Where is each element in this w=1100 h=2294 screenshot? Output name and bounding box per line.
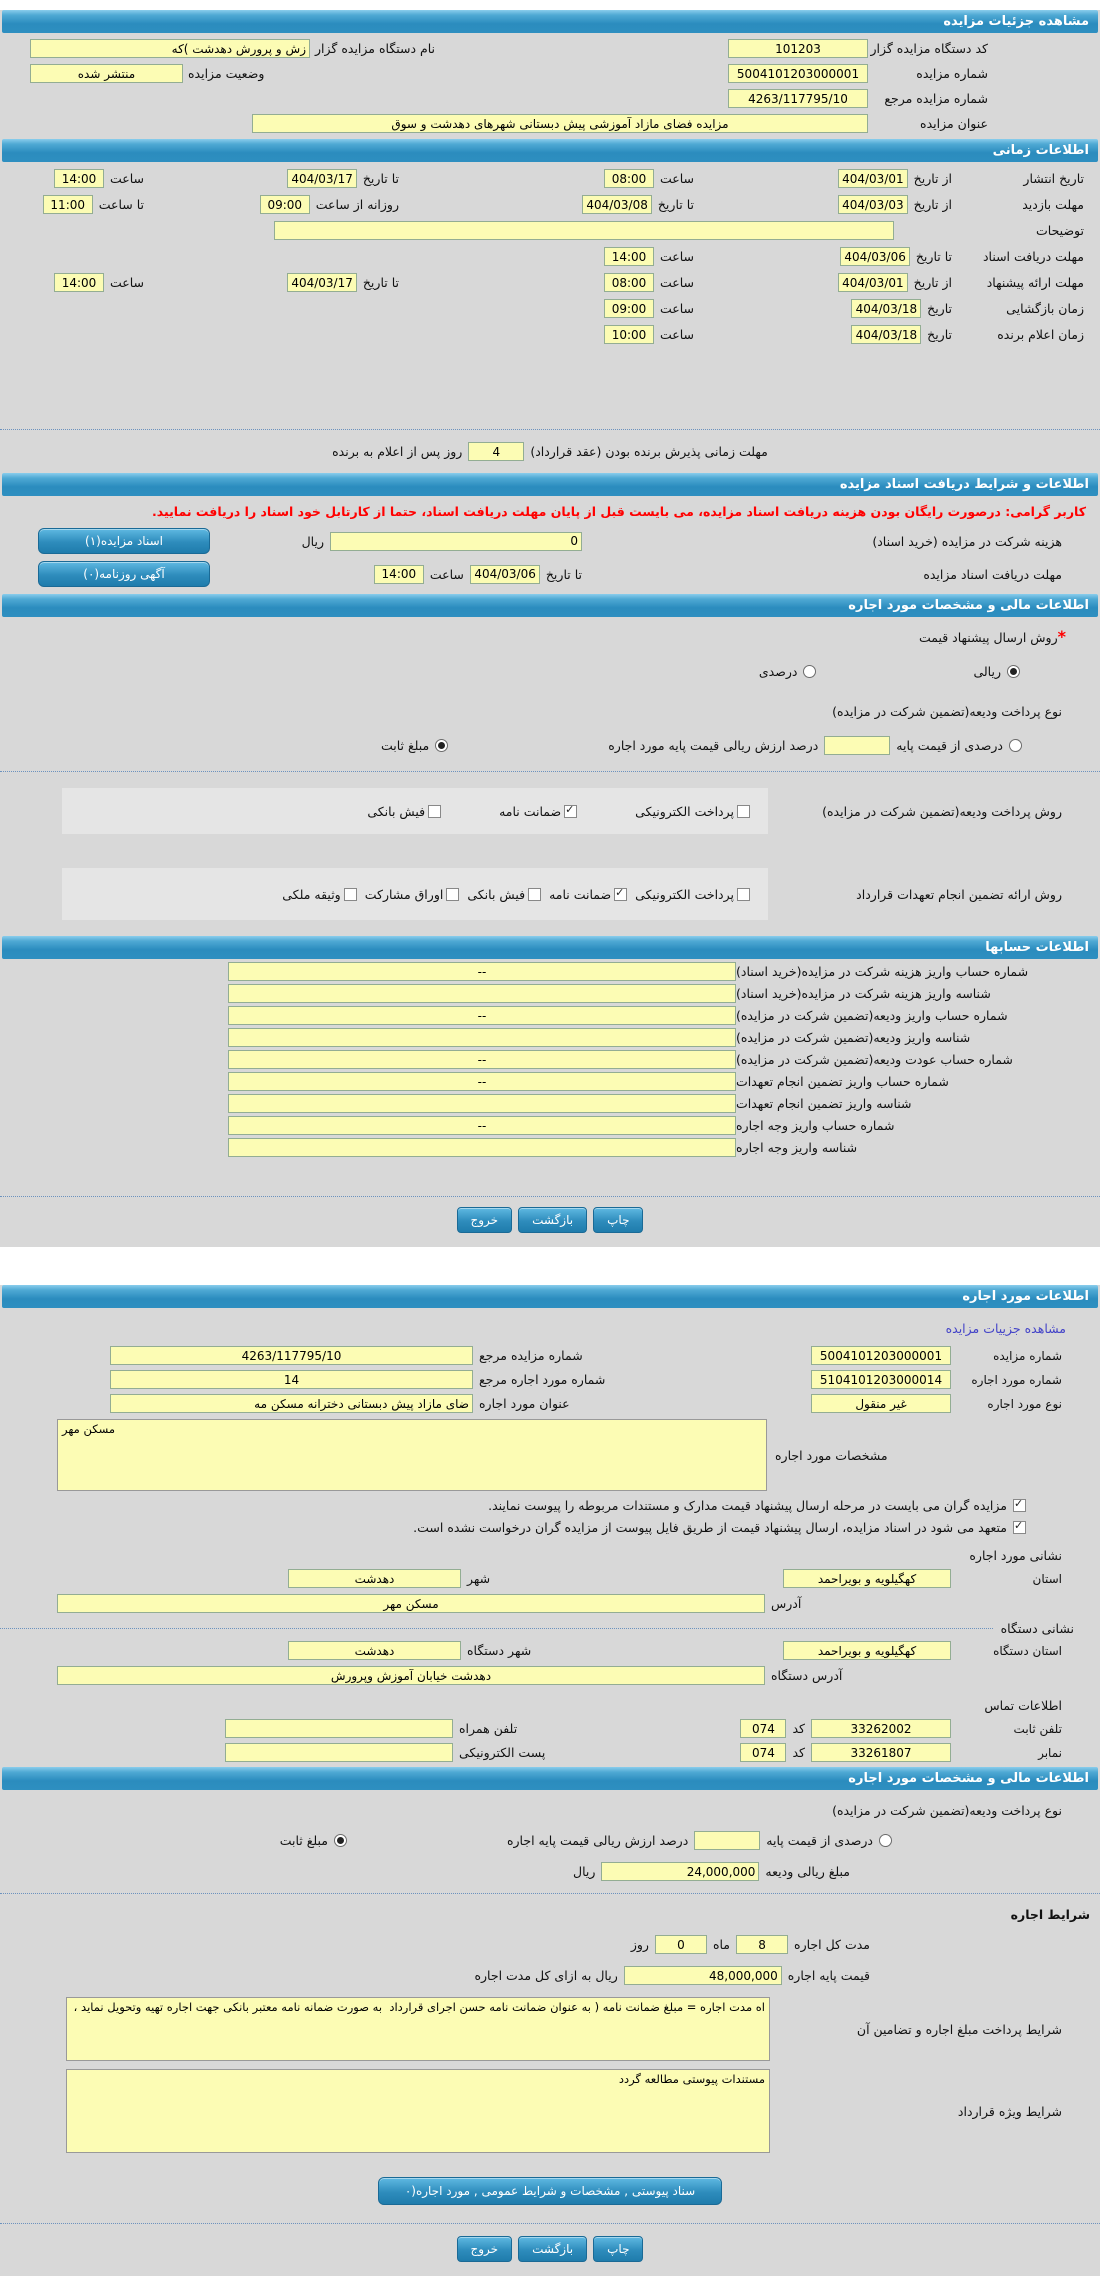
duration-months-field[interactable] xyxy=(736,1935,788,1954)
fee-label: هزینه شرکت در مزایده (خرید اسناد) xyxy=(872,533,1062,549)
row-bidder-code xyxy=(0,39,1100,58)
rental-item-title-label: عنوان مورد اجاره xyxy=(479,1396,570,1411)
to-date-word: تا تاریخ xyxy=(362,171,399,186)
duration-label: مدت کل اجاره xyxy=(794,1937,870,1952)
print-button[interactable]: چاپ xyxy=(593,1207,643,1233)
city-label: شهر xyxy=(467,1571,491,1586)
contact-title: اطلاعات تماس xyxy=(984,1698,1062,1713)
epay-checkbox[interactable] xyxy=(737,805,750,818)
code-word: کد xyxy=(792,1721,805,1736)
offer-to-field[interactable] xyxy=(287,273,357,292)
rental-type-label: نوع مورد اجاره xyxy=(987,1396,1062,1411)
price-method-label: روش ارسال پیشنهاد قیمت xyxy=(918,630,1058,645)
bank-slip-label: فیش بانکی xyxy=(367,803,426,819)
org-city-label: شهر دستگاه xyxy=(467,1643,532,1658)
actions-row xyxy=(0,1197,1100,1245)
participation-bonds-checkbox[interactable] xyxy=(446,888,459,901)
date-word: تاریخ xyxy=(927,327,952,342)
rial-radio[interactable] xyxy=(1007,665,1020,678)
row-rental-type xyxy=(0,1394,1100,1413)
accept-deadline-suffix: روز پس از اعلام به برنده xyxy=(332,444,463,459)
guarantee-letter-checkbox[interactable] xyxy=(614,888,627,901)
rental-item-ref-label: شماره مورد اجاره مرجع xyxy=(479,1372,606,1387)
code-word: کد xyxy=(792,1745,805,1760)
percent-base2-field[interactable] xyxy=(694,1831,760,1850)
status-label: وضعیت مزایده xyxy=(188,66,265,81)
no-file-offer-text: متعهد می شود در اسناد مزایده، ارسال پیشنهاد قیمت از طریق فایل پیوست از مزایده گران درخواست نشده است. xyxy=(413,1520,1007,1535)
fax-field[interactable] xyxy=(811,1743,951,1762)
account-label: شماره حساب واریز تضمین انجام تعهدات xyxy=(736,1074,949,1089)
row-deposit-amount xyxy=(0,1862,1100,1881)
opening-date-field[interactable] xyxy=(851,299,921,318)
row-rental-duration xyxy=(0,1935,1100,1954)
time-word: ساعت xyxy=(429,566,464,582)
winner-date-field[interactable] xyxy=(851,325,921,344)
docs-deadline-label: مهلت دریافت اسناد xyxy=(982,249,1084,264)
account-label: شماره حساب واریز وجه اجاره xyxy=(736,1118,895,1133)
account-field[interactable] xyxy=(228,1028,736,1047)
publish-from-field[interactable] xyxy=(838,169,908,188)
fixed-amount-radio[interactable] xyxy=(435,739,448,752)
row-docs-deadline xyxy=(0,247,1100,266)
percent-base2-label: درصدی از قیمت پایه xyxy=(766,1833,873,1848)
rial-option-label: ریالی xyxy=(973,664,1001,679)
guarantee-letter-checkbox[interactable] xyxy=(564,805,577,818)
account-label: شماره حساب واریز هزینه شرکت در مزایده(خرید اسناد) xyxy=(736,964,1029,979)
deposit-type-options xyxy=(0,736,1100,755)
auction-title-field[interactable] xyxy=(252,114,868,133)
percent-base2-suffix: درصد ارزش ریالی قیمت پایه اجاره xyxy=(506,1833,689,1848)
bidder-code-label: کد دستگاه مزایده گزار xyxy=(870,41,988,56)
percent-base-suffix: درصد ارزش ریالی قیمت پایه مورد اجاره xyxy=(608,738,819,753)
account-row xyxy=(0,962,1100,981)
auction-no-field[interactable] xyxy=(728,64,868,83)
bank-slip-checkbox[interactable] xyxy=(428,805,441,818)
top-gap xyxy=(0,0,1100,8)
mobile-field[interactable] xyxy=(225,1719,453,1738)
deposit-type2-label-row xyxy=(0,1800,1100,1819)
epay-checkbox[interactable] xyxy=(737,888,750,901)
dotted-separator xyxy=(0,2223,1100,2224)
opening-time-field[interactable] xyxy=(604,299,654,318)
phone-code-field[interactable] xyxy=(740,1719,786,1738)
spacer xyxy=(0,1160,1100,1196)
time-word: ساعت xyxy=(659,301,694,316)
exit-button[interactable]: خروج xyxy=(457,1207,513,1233)
print-button[interactable]: چاپ xyxy=(593,2236,643,2262)
row-offer-period xyxy=(0,273,1100,292)
section-header-timing: اطلاعات زمانی xyxy=(2,139,1098,162)
ref-no-label: شماره مزایده مرجع xyxy=(884,91,988,106)
docs-deadline-time-field[interactable] xyxy=(374,565,424,584)
rental-address-label: آدرس xyxy=(771,1596,802,1611)
fax-code-field[interactable] xyxy=(740,1743,786,1762)
rental-address-title: نشانی مورد اجاره xyxy=(969,1548,1062,1563)
row-rental-specs xyxy=(0,1419,1100,1491)
account-row xyxy=(0,1006,1100,1025)
visit-to-field[interactable] xyxy=(582,195,652,214)
back-button[interactable]: بازگشت xyxy=(518,1207,587,1233)
rental-auction-no-label: شماره مزایده xyxy=(993,1348,1062,1363)
panel-gap xyxy=(0,1247,1100,1283)
docs-deadline-date-field[interactable] xyxy=(470,565,540,584)
org-province-label: استان دستگاه xyxy=(993,1643,1062,1658)
terms-title-row xyxy=(0,1904,1100,1923)
rental-auction-no-field[interactable] xyxy=(811,1346,951,1365)
deposit-pay-method-label: روش پرداخت ودیعه(تضمین شرکت در مزایده) xyxy=(822,803,1062,819)
guarantee-letter-label: ضمانت نامه xyxy=(549,886,612,902)
to-date-word: تا تاریخ xyxy=(545,566,582,582)
rental-ref-label: شماره مزایده مرجع xyxy=(479,1348,583,1363)
row-docs-deadline-2 xyxy=(0,561,1100,587)
attachments-specs-button[interactable]: سناد پیوستی , مشخصات و شرایط عمومی , مورد اجاره(۰ xyxy=(378,2177,722,2205)
docs-to-time-field[interactable] xyxy=(604,247,654,266)
docs-deadline2-label: مهلت دریافت اسناد مزایده xyxy=(923,566,1062,582)
account-row xyxy=(0,1028,1100,1047)
visit-label: مهلت بازدید xyxy=(1022,197,1084,212)
row-org-address xyxy=(0,1666,1100,1685)
account-field[interactable] xyxy=(228,1116,736,1135)
ref-no-field[interactable] xyxy=(728,89,868,108)
account-field[interactable] xyxy=(228,1094,736,1113)
percent-base-label: درصدی از قیمت پایه xyxy=(896,738,1003,753)
row-rental-item-no xyxy=(0,1370,1100,1389)
rental-item-no-label: شماره مورد اجاره xyxy=(971,1372,1062,1387)
deposit-type-label-row xyxy=(0,701,1100,720)
org-address-label: آدرس دستگاه xyxy=(771,1668,843,1683)
row-winner-announce xyxy=(0,325,1100,344)
winner-time-field[interactable] xyxy=(604,325,654,344)
property-collateral-checkbox[interactable] xyxy=(344,888,357,901)
offer-from-field[interactable] xyxy=(838,273,908,292)
bank-slip-label: فیش بانکی xyxy=(467,886,526,902)
row-attach-docs-check xyxy=(0,1498,1100,1513)
time-word: ساعت xyxy=(659,275,694,290)
account-row xyxy=(0,1138,1100,1157)
account-field[interactable] xyxy=(228,1050,736,1069)
row-payment-terms xyxy=(0,1997,1100,2061)
dotted-separator xyxy=(0,1628,993,1629)
section-header-financial-2: اطلاعات مالی و مشخصات مورد اجاره xyxy=(2,1767,1098,1790)
row-auction-no xyxy=(0,64,1100,83)
deposit-type2-label: نوع پرداخت ودیعه(تضمین شرکت در مزایده) xyxy=(832,1803,1062,1818)
attachments-row xyxy=(0,2161,1100,2217)
publish-label: تاریخ انتشار xyxy=(1023,171,1084,186)
org-name-field[interactable] xyxy=(30,39,310,58)
back-button[interactable]: بازگشت xyxy=(518,2236,587,2262)
deposit-type-label: نوع پرداخت ودیعه(تضمین شرکت در مزایده) xyxy=(832,704,1062,719)
time-word: ساعت xyxy=(659,327,694,342)
docs-to-field[interactable] xyxy=(840,247,910,266)
row-visit-period xyxy=(0,195,1100,214)
auction-no-label: شماره مزایده xyxy=(916,66,988,81)
visit-from-field[interactable] xyxy=(838,195,908,214)
row-no-file-offer-check xyxy=(0,1520,1100,1535)
base-price-label: قیمت پایه اجاره xyxy=(787,1968,870,1983)
terms-title: شرایط اجاره xyxy=(1010,1907,1090,1922)
rental-address-field[interactable] xyxy=(57,1594,765,1613)
duration-days-field[interactable] xyxy=(655,1935,707,1954)
auction-title-label: عنوان مزایده xyxy=(920,116,988,131)
no-file-offer-checkbox[interactable] xyxy=(1013,1521,1026,1534)
time-word: ساعت xyxy=(659,171,694,186)
city-field[interactable] xyxy=(288,1569,461,1588)
special-terms-label: شرایط ویژه قرارداد xyxy=(957,2103,1062,2119)
participation-bonds-label: اوراق مشارکت xyxy=(364,886,444,902)
percent-base-field[interactable] xyxy=(824,736,890,755)
contract-guarantee-panel xyxy=(62,868,768,920)
rial-word: ریال xyxy=(301,533,324,549)
publish-to-time-field[interactable] xyxy=(54,169,104,188)
attach-docs-text: مزایده گران می بایست در مرحله ارسال پیشنهاد قیمت مدارک و مستندات مربوطه را پیوست نمایند. xyxy=(488,1498,1007,1513)
rental-item-title-field[interactable] xyxy=(110,1394,473,1413)
section-header-accounts: اطلاعات حسابها xyxy=(2,936,1098,959)
account-label: شماره حساب واریز ودیعه(تضمین شرکت در مزایده) xyxy=(736,1008,1008,1023)
day-word: روز xyxy=(630,1937,649,1952)
property-collateral-label: وثیقه ملکی xyxy=(282,886,341,902)
row-publish-date xyxy=(0,169,1100,188)
notes-field[interactable] xyxy=(274,221,894,240)
winner-label: زمان اعلام برنده xyxy=(997,327,1084,342)
section-header-rental-item: اطلاعات مورد اجاره xyxy=(2,1285,1098,1308)
deposit-pay-method-panel xyxy=(62,788,768,834)
status-field[interactable] xyxy=(30,64,183,83)
section-header-docs-conditions: اطلاعات و شرایط دریافت اسناد مزایده xyxy=(2,473,1098,496)
actions-row-bottom xyxy=(0,2226,1100,2274)
auction-docs-button[interactable]: اسناد مزایده(۱) xyxy=(38,528,210,554)
row-participation-fee xyxy=(0,528,1100,554)
row-rental-auction-no xyxy=(0,1346,1100,1365)
base-price-suffix: ریال به ازای کل مدت اجاره xyxy=(474,1968,618,1983)
rental-type-field[interactable] xyxy=(811,1394,951,1413)
docs-warning-text: کاربر گرامی: درصورت رایگان بودن هزینه دریافت اسناد مزایده، می بایست قبل از پایان مهلت دریافت اسناد، حتما از کارتابل خود اسناد را دریافت نمایید. xyxy=(152,504,1086,519)
rental-specs-field[interactable] xyxy=(57,1419,767,1491)
org-city-field[interactable] xyxy=(288,1641,461,1660)
payment-terms-field[interactable] xyxy=(66,1997,770,2061)
org-address-title: نشانی دستگاه xyxy=(1000,1621,1074,1636)
epay-label: پرداخت الکترونیکی xyxy=(635,886,734,902)
account-row xyxy=(0,1116,1100,1135)
base-price-field[interactable] xyxy=(624,1966,782,1985)
footer-gap xyxy=(0,2276,1100,2294)
price-method-options xyxy=(0,664,1100,679)
email-field[interactable] xyxy=(225,1743,453,1762)
dotted-separator xyxy=(0,1893,1100,1894)
rental-item-ref-field[interactable] xyxy=(110,1370,473,1389)
org-address-title-row xyxy=(0,1621,1100,1636)
time-word: ساعت xyxy=(659,249,694,264)
from-date-word: از تاریخ xyxy=(913,275,952,290)
row-org-province-city xyxy=(0,1641,1100,1660)
percent-option-label: درصدی xyxy=(758,664,798,679)
accept-deadline-label: مهلت زمانی پذیرش برنده بودن (عقد قرارداد) xyxy=(530,444,768,459)
row-deposit-pay-method xyxy=(0,788,1100,834)
view-details-link-row xyxy=(0,1310,1100,1341)
to-date-word: تا تاریخ xyxy=(362,275,399,290)
account-label: شناسه واریز وجه اجاره xyxy=(736,1140,858,1155)
row-special-terms xyxy=(0,2069,1100,2153)
account-row xyxy=(0,1050,1100,1069)
publish-from-time-field[interactable] xyxy=(604,169,654,188)
price-method-label-row xyxy=(0,627,1100,646)
fixed-amount2-label: مبلغ ثابت xyxy=(279,1833,328,1848)
month-word: ماه xyxy=(712,1937,731,1952)
newspaper-ad-button[interactable]: آگهی روزنامه(۰) xyxy=(38,561,210,587)
daily-from-word: روزانه از ساعت xyxy=(315,197,399,212)
account-field[interactable] xyxy=(228,962,736,981)
dotted-separator xyxy=(0,429,1100,430)
province-field[interactable] xyxy=(783,1569,951,1588)
row-auction-title xyxy=(0,114,1100,133)
account-row xyxy=(0,984,1100,1003)
payment-terms-label: شرایط پرداخت مبلغ اجاره و تضامین آن xyxy=(856,2021,1062,2037)
mobile-label: تلفن همراه xyxy=(459,1721,518,1736)
accept-days-field[interactable] xyxy=(468,442,524,461)
offer-from-time-field[interactable] xyxy=(604,273,654,292)
rental-item-no-field[interactable] xyxy=(811,1370,951,1389)
row-base-price xyxy=(0,1966,1100,1985)
required-asterisk: * xyxy=(1057,627,1066,646)
phone-field[interactable] xyxy=(811,1719,951,1738)
epay-label: پرداخت الکترونیکی xyxy=(635,803,734,819)
org-name-label: نام دستگاه مزایده گزار xyxy=(315,41,436,56)
row-ref-no xyxy=(0,89,1100,108)
auction-details-panel xyxy=(0,10,1100,1247)
row-opening-time xyxy=(0,299,1100,318)
to-date-word: تا تاریخ xyxy=(657,197,694,212)
bank-slip-checkbox[interactable] xyxy=(528,888,541,901)
percent-base2-radio[interactable] xyxy=(879,1834,892,1847)
account-row xyxy=(0,1094,1100,1113)
org-address-field[interactable] xyxy=(57,1666,765,1685)
attach-docs-checkbox[interactable] xyxy=(1013,1499,1026,1512)
fixed-amount2-radio[interactable] xyxy=(334,1834,347,1847)
row-rental-province-city xyxy=(0,1569,1100,1588)
rental-item-panel xyxy=(0,1285,1100,2276)
province-label: استان xyxy=(1032,1571,1062,1586)
from-date-word: از تاریخ xyxy=(913,171,952,186)
section-header-auction-details: مشاهده جزئیات مزایده xyxy=(2,10,1098,33)
account-field[interactable] xyxy=(228,1006,736,1025)
row-org-name xyxy=(0,39,728,58)
contract-guarantee-label: روش ارائه تضمین انجام تعهدات قرارداد xyxy=(856,886,1062,902)
guarantee-letter-label: ضمانت نامه xyxy=(499,803,562,819)
account-label: شناسه واریز هزینه شرکت در مزایده(خرید اسناد) xyxy=(736,986,991,1001)
phone-label: تلفن ثابت xyxy=(1013,1721,1062,1736)
email-label: پست الکترونیکی xyxy=(459,1745,546,1760)
rental-specs-label: مشخصات مورد اجاره xyxy=(775,1447,888,1463)
account-label: شماره حساب عودت ودیعه(تضمین شرکت در مزایده) xyxy=(736,1052,1013,1067)
fixed-amount-label: مبلغ ثابت xyxy=(380,738,430,753)
row-accept-deadline xyxy=(0,442,1100,461)
fax-label: نمابر xyxy=(1038,1745,1062,1760)
from-date-word: از تاریخ xyxy=(913,197,952,212)
org-province-field[interactable] xyxy=(783,1641,951,1660)
row-notes xyxy=(0,221,1100,240)
deposit-amount-label: مبلغ ریالی ودیعه xyxy=(765,1864,850,1879)
exit-button[interactable]: خروج xyxy=(457,2236,513,2262)
account-label: شناسه واریز تضمین انجام تعهدات xyxy=(736,1096,912,1111)
account-field[interactable] xyxy=(228,1138,736,1157)
row-rental-address xyxy=(0,1594,1100,1613)
row-phone xyxy=(0,1719,1100,1738)
section-header-financial-1: اطلاعات مالی و مشخصات مورد اجاره xyxy=(2,594,1098,617)
to-time-word: تا ساعت xyxy=(98,197,144,212)
fee-field[interactable] xyxy=(330,532,582,551)
dotted-separator xyxy=(0,771,1100,772)
account-row xyxy=(0,1072,1100,1091)
rental-ref-field[interactable] xyxy=(110,1346,473,1365)
deposit-amount-field[interactable] xyxy=(601,1862,759,1881)
percent-base-radio[interactable] xyxy=(1009,739,1022,752)
percent-radio[interactable] xyxy=(803,665,816,678)
bidder-code-field[interactable] xyxy=(728,39,868,58)
publish-to-field[interactable] xyxy=(287,169,357,188)
time-word: ساعت xyxy=(109,275,144,290)
row-status xyxy=(0,64,728,83)
special-terms-field[interactable] xyxy=(66,2069,770,2153)
visit-daily-to-field[interactable] xyxy=(43,195,93,214)
deposit-type2-options xyxy=(0,1831,1100,1850)
visit-daily-from-field[interactable] xyxy=(260,195,310,214)
account-label: شناسه واریز ودیعه(تضمین شرکت در مزایده) xyxy=(736,1030,971,1045)
to-date-word: تا تاریخ xyxy=(915,249,952,264)
account-field[interactable] xyxy=(228,984,736,1003)
offer-label: مهلت ارائه پیشنهاد xyxy=(986,275,1084,290)
spacer xyxy=(0,351,1100,429)
view-auction-details-link[interactable]: مشاهده جزییات مزایده xyxy=(945,1321,1066,1336)
date-word: تاریخ xyxy=(927,301,952,316)
notes-label: توضیحات xyxy=(1036,223,1084,238)
row-fax xyxy=(0,1743,1100,1762)
time-word: ساعت xyxy=(109,171,144,186)
row-contract-guarantee-method xyxy=(0,868,1100,920)
rial-word: ریال xyxy=(573,1864,596,1879)
account-field[interactable] xyxy=(228,1072,736,1091)
offer-to-time-field[interactable] xyxy=(54,273,104,292)
opening-label: زمان بازگشایی xyxy=(1006,301,1084,316)
